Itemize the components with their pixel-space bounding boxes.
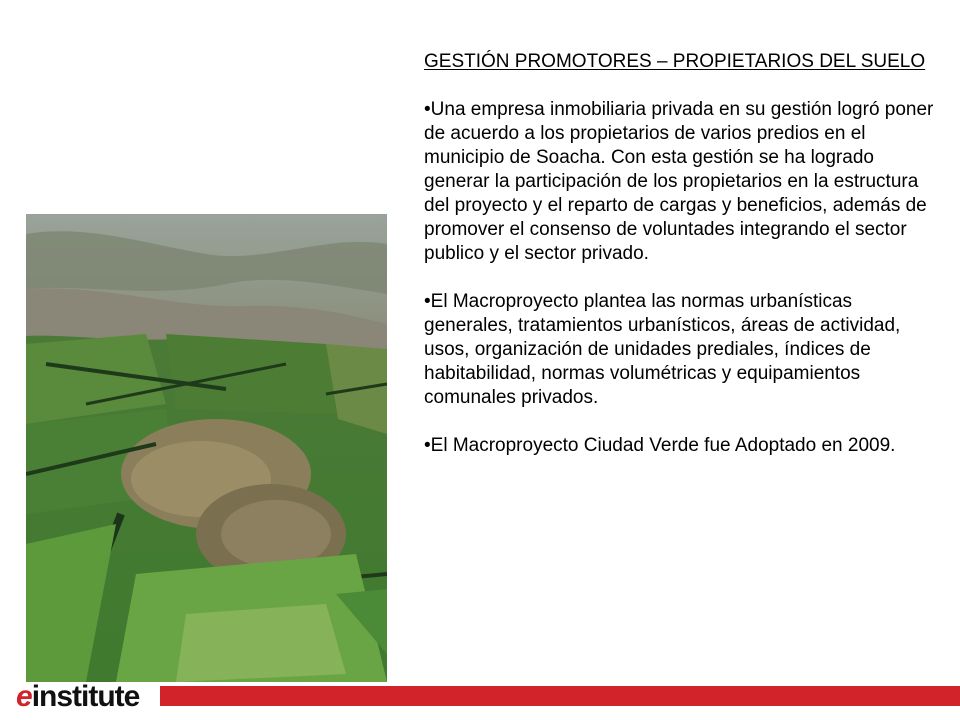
aerial-landscape-illustration bbox=[26, 214, 387, 682]
logo-letter: e bbox=[16, 680, 32, 713]
paragraph-adopcion: •El Macroproyecto Ciudad Verde fue Adoptado en 2009. bbox=[424, 435, 896, 456]
aerial-landscape-photo bbox=[26, 214, 387, 682]
paragraph-normas-urbanisticas: •El Macroproyecto plantea las normas urbanísticas generales, tratamientos urbanísticos, áreas de actividad, usos, organización de unidades prediales, índices de habitabilidad, normas volumétricas y equipamientos comunales privados. bbox=[424, 291, 901, 408]
paragraph-empresa-inmobiliaria: •Una empresa inmobiliaria privada en su gestión logró poner de acuerdo a los propietarios de varios predios en el municipio de Soacha. Con esta gestión se ha logrado generar la participación de los propietarios en la estructura del proyecto y el reparto de cargas y beneficios, además de promover el consenso de voluntades integrando el sector publico y el sector privado. bbox=[424, 99, 934, 264]
slide-text-block bbox=[424, 50, 939, 458]
einstitute-logo bbox=[16, 680, 156, 714]
footer-accent-bar bbox=[160, 686, 960, 706]
slide-title: GESTIÓN PROMOTORES – PROPIETARIOS DEL SUELO bbox=[424, 51, 926, 72]
logo-text: institute bbox=[31, 680, 140, 713]
